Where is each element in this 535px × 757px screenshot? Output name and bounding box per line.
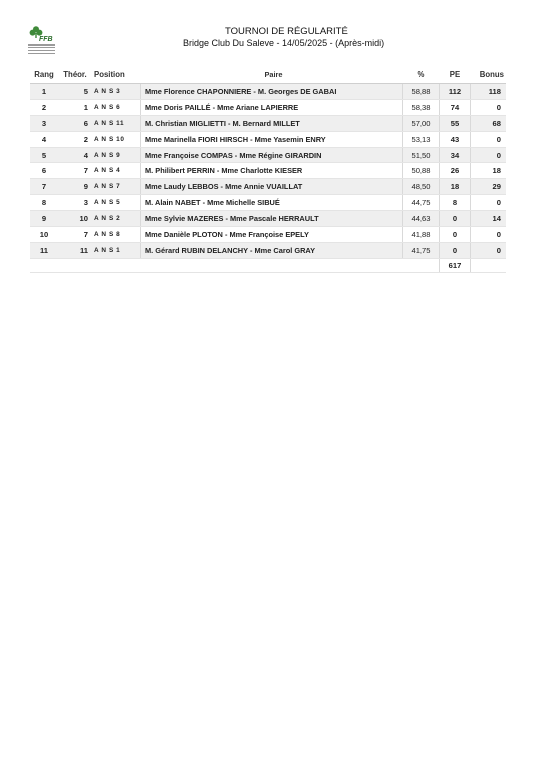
cell-pe: 34 [440,147,471,163]
cell-bonus: 14 [471,211,507,227]
cell-bonus: 0 [471,99,507,115]
col-header-bonus: Bonus [471,66,507,84]
table-row [30,195,506,211]
total-spacer [141,258,403,272]
cell-bonus: 0 [471,227,507,243]
table-row [30,242,506,258]
cell-pe: 0 [440,242,471,258]
cell-rang: 7 [30,179,58,195]
cell-paire: Mme Florence CHAPONNIERE - M. Georges DE GABAI [141,84,403,100]
cell-paire: Mme Sylvie MAZERES - Mme Pascale HERRAULT [141,211,403,227]
cell-bonus: 29 [471,179,507,195]
cell-theor: 7 [58,227,92,243]
col-header-position: Position [92,66,141,84]
page-subtitle: Bridge Club Du Saleve - 14/05/2025 - (Après-midi) [183,38,385,48]
cell-rang: 5 [30,147,58,163]
total-spacer [30,258,58,272]
col-header-pe: PE [440,66,471,84]
logo-text: FFB [39,36,53,43]
cell-pe: 26 [440,163,471,179]
cell-rang: 8 [30,195,58,211]
cell-rang: 4 [30,131,58,147]
cell-position: A N S 8 [92,227,141,243]
table-row [30,179,506,195]
cell-paire: M. Philibert PERRIN - Mme Charlotte KIESER [141,163,403,179]
cell-paire: M. Christian MIGLIETTI - M. Bernard MILLET [141,115,403,131]
cell-position: A N S 11 [92,115,141,131]
cell-percent: 41,88 [403,227,440,243]
table-row [30,163,506,179]
cell-paire: M. Alain NABET - Mme Michelle SIBUÉ [141,195,403,211]
cell-pe: 74 [440,99,471,115]
table-row [30,84,506,100]
table-row [30,147,506,163]
cell-pe: 18 [440,179,471,195]
cell-percent: 41,75 [403,242,440,258]
cell-bonus: 0 [471,147,507,163]
cell-position: A N S 2 [92,211,141,227]
cell-bonus: 0 [471,195,507,211]
cell-percent: 58,38 [403,99,440,115]
col-header-paire: Paire [141,66,403,84]
table-row [30,99,506,115]
cell-theor: 2 [58,131,92,147]
cell-rang: 3 [30,115,58,131]
total-spacer [92,258,141,272]
cell-percent: 50,88 [403,163,440,179]
cell-theor: 9 [58,179,92,195]
cell-percent: 44,75 [403,195,440,211]
cell-pe: 0 [440,227,471,243]
cell-pe: 0 [440,211,471,227]
cell-bonus: 68 [471,115,507,131]
results-table [30,66,506,273]
total-spacer [403,258,440,272]
cell-pe: 112 [440,84,471,100]
cell-percent: 53,13 [403,131,440,147]
cell-rang: 2 [30,99,58,115]
cell-theor: 4 [58,147,92,163]
cell-rang: 9 [30,211,58,227]
cell-paire: Mme Doris PAILLÉ - Mme Ariane LAPIERRE [141,99,403,115]
page-title: TOURNOI DE RÉGULARITÉ [225,26,348,37]
cell-paire: Mme Marinella FIORI HIRSCH - Mme Yasemin ENRY [141,131,403,147]
cell-bonus: 0 [471,242,507,258]
total-spacer [58,258,92,272]
cell-position: A N S 4 [92,163,141,179]
col-header-rang: Rang [30,66,58,84]
cell-rang: 11 [30,242,58,258]
cell-pe: 43 [440,131,471,147]
col-header-percent: % [403,66,440,84]
table-row [30,131,506,147]
cell-rang: 6 [30,163,58,179]
cell-pe: 8 [440,195,471,211]
total-pe: 617 [440,258,471,272]
cell-percent: 57,00 [403,115,440,131]
table-header-row [30,66,506,84]
cell-paire: Mme Françoise COMPAS - Mme Régine GIRARDIN [141,147,403,163]
cell-position: A N S 5 [92,195,141,211]
cell-theor: 6 [58,115,92,131]
cell-bonus: 18 [471,163,507,179]
cell-theor: 5 [58,84,92,100]
cell-theor: 3 [58,195,92,211]
col-header-theor: Théor. [58,66,92,84]
cell-rang: 1 [30,84,58,100]
cell-position: A N S 3 [92,84,141,100]
cell-bonus: 118 [471,84,507,100]
cell-position: A N S 10 [92,131,141,147]
cell-theor: 11 [58,242,92,258]
total-row [30,258,506,272]
cell-position: A N S 6 [92,99,141,115]
table-row [30,115,506,131]
cell-paire: M. Gérard RUBIN DELANCHY - Mme Carol GRAY [141,242,403,258]
table-row [30,227,506,243]
cell-paire: Mme Laudy LEBBOS - Mme Annie VUAILLAT [141,179,403,195]
cell-theor: 10 [58,211,92,227]
total-spacer [471,258,507,272]
cell-pe: 55 [440,115,471,131]
cell-percent: 58,88 [403,84,440,100]
cell-bonus: 0 [471,131,507,147]
cell-position: A N S 7 [92,179,141,195]
cell-percent: 44,63 [403,211,440,227]
cell-theor: 7 [58,163,92,179]
table-row [30,211,506,227]
logo-lines [28,44,55,56]
cell-rang: 10 [30,227,58,243]
cell-theor: 1 [58,99,92,115]
cell-percent: 48,50 [403,179,440,195]
cell-position: A N S 9 [92,147,141,163]
cell-position: A N S 1 [92,242,141,258]
cell-paire: Mme Danièle PLOTON - Mme Françoise EPELY [141,227,403,243]
cell-percent: 51,50 [403,147,440,163]
ffb-logo [27,26,57,56]
